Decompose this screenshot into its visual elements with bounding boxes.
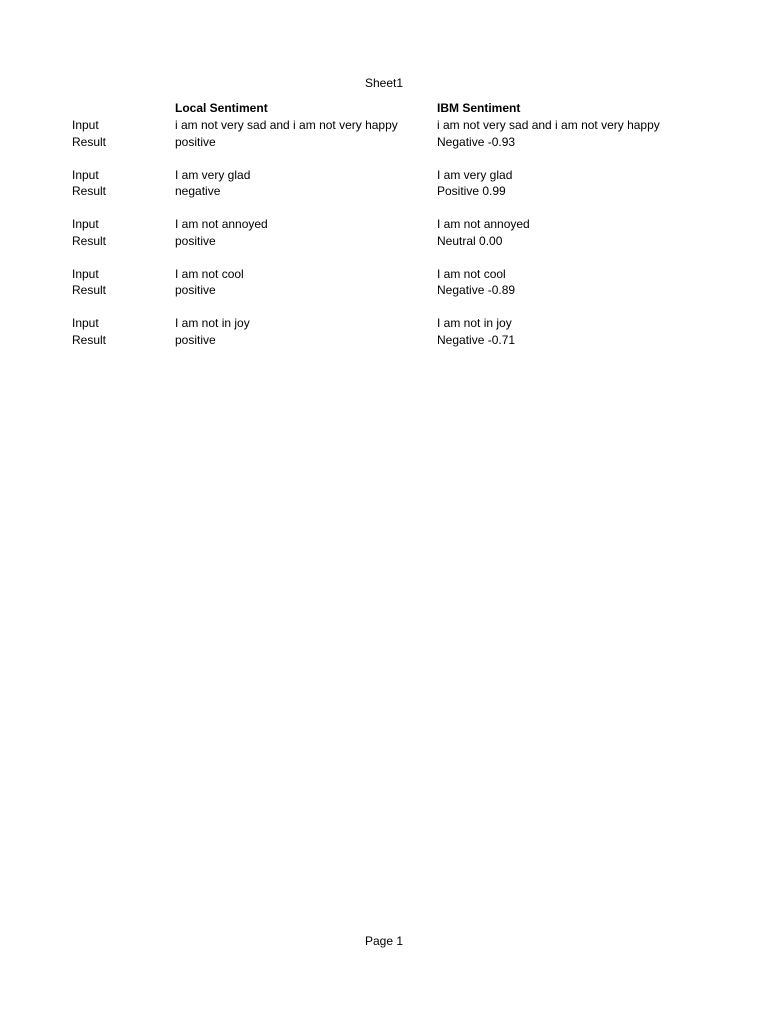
local-result-cell: positive	[175, 332, 216, 347]
sheet-title: Sheet1	[364, 76, 404, 90]
row-label-result: Result	[72, 134, 107, 149]
table-row-result	[0, 183, 768, 200]
table-group	[0, 216, 768, 266]
row-label-input: Input	[72, 217, 99, 232]
ibm-result-cell: Negative -0.71	[437, 332, 516, 347]
sentiment-table	[0, 117, 768, 365]
row-label-result: Result	[72, 233, 107, 248]
table-row-result	[0, 233, 768, 250]
local-result-cell: positive	[175, 233, 216, 248]
local-result-cell: positive	[175, 134, 216, 149]
table-row-result	[0, 332, 768, 349]
table-row-input	[0, 315, 768, 332]
ibm-result-cell: Positive 0.99	[437, 184, 506, 199]
header-ibm-sentiment: IBM Sentiment	[437, 101, 521, 115]
page-number: Page 1	[364, 934, 404, 948]
local-input-cell: i am not very sad and i am not very happy	[175, 118, 398, 132]
table-group	[0, 266, 768, 316]
ibm-input-cell: I am not in joy	[437, 316, 512, 331]
row-label-input: Input	[72, 266, 99, 281]
ibm-input-cell: I am very glad	[437, 167, 513, 182]
table-group	[0, 315, 768, 365]
table-row-result	[0, 134, 768, 151]
ibm-input-cell: I am not cool	[437, 266, 506, 281]
row-label-result: Result	[72, 184, 107, 199]
local-input-cell: I am not cool	[175, 266, 244, 281]
row-label-input: Input	[72, 118, 99, 132]
table-group	[0, 117, 768, 167]
table-group	[0, 167, 768, 217]
header-local-sentiment: Local Sentiment	[175, 101, 268, 115]
row-label-input: Input	[72, 167, 99, 182]
ibm-result-cell: Neutral 0.00	[437, 233, 503, 248]
local-input-cell: I am not annoyed	[175, 217, 268, 232]
local-result-cell: negative	[175, 184, 221, 199]
table-row-input	[0, 167, 768, 184]
ibm-input-cell: I am not annoyed	[437, 217, 530, 232]
row-label-result: Result	[72, 283, 107, 298]
table-row-input	[0, 117, 768, 134]
table-row-result	[0, 282, 768, 299]
table-row-input	[0, 216, 768, 233]
row-label-input: Input	[72, 316, 99, 331]
ibm-input-cell: i am not very sad and i am not very happy	[437, 118, 660, 132]
row-label-result: Result	[72, 332, 107, 347]
local-input-cell: I am very glad	[175, 167, 251, 182]
local-input-cell: I am not in joy	[175, 316, 250, 331]
ibm-result-cell: Negative -0.93	[437, 134, 516, 149]
ibm-result-cell: Negative -0.89	[437, 283, 516, 298]
table-header-row	[0, 100, 768, 116]
local-result-cell: positive	[175, 283, 216, 298]
table-row-input	[0, 266, 768, 283]
